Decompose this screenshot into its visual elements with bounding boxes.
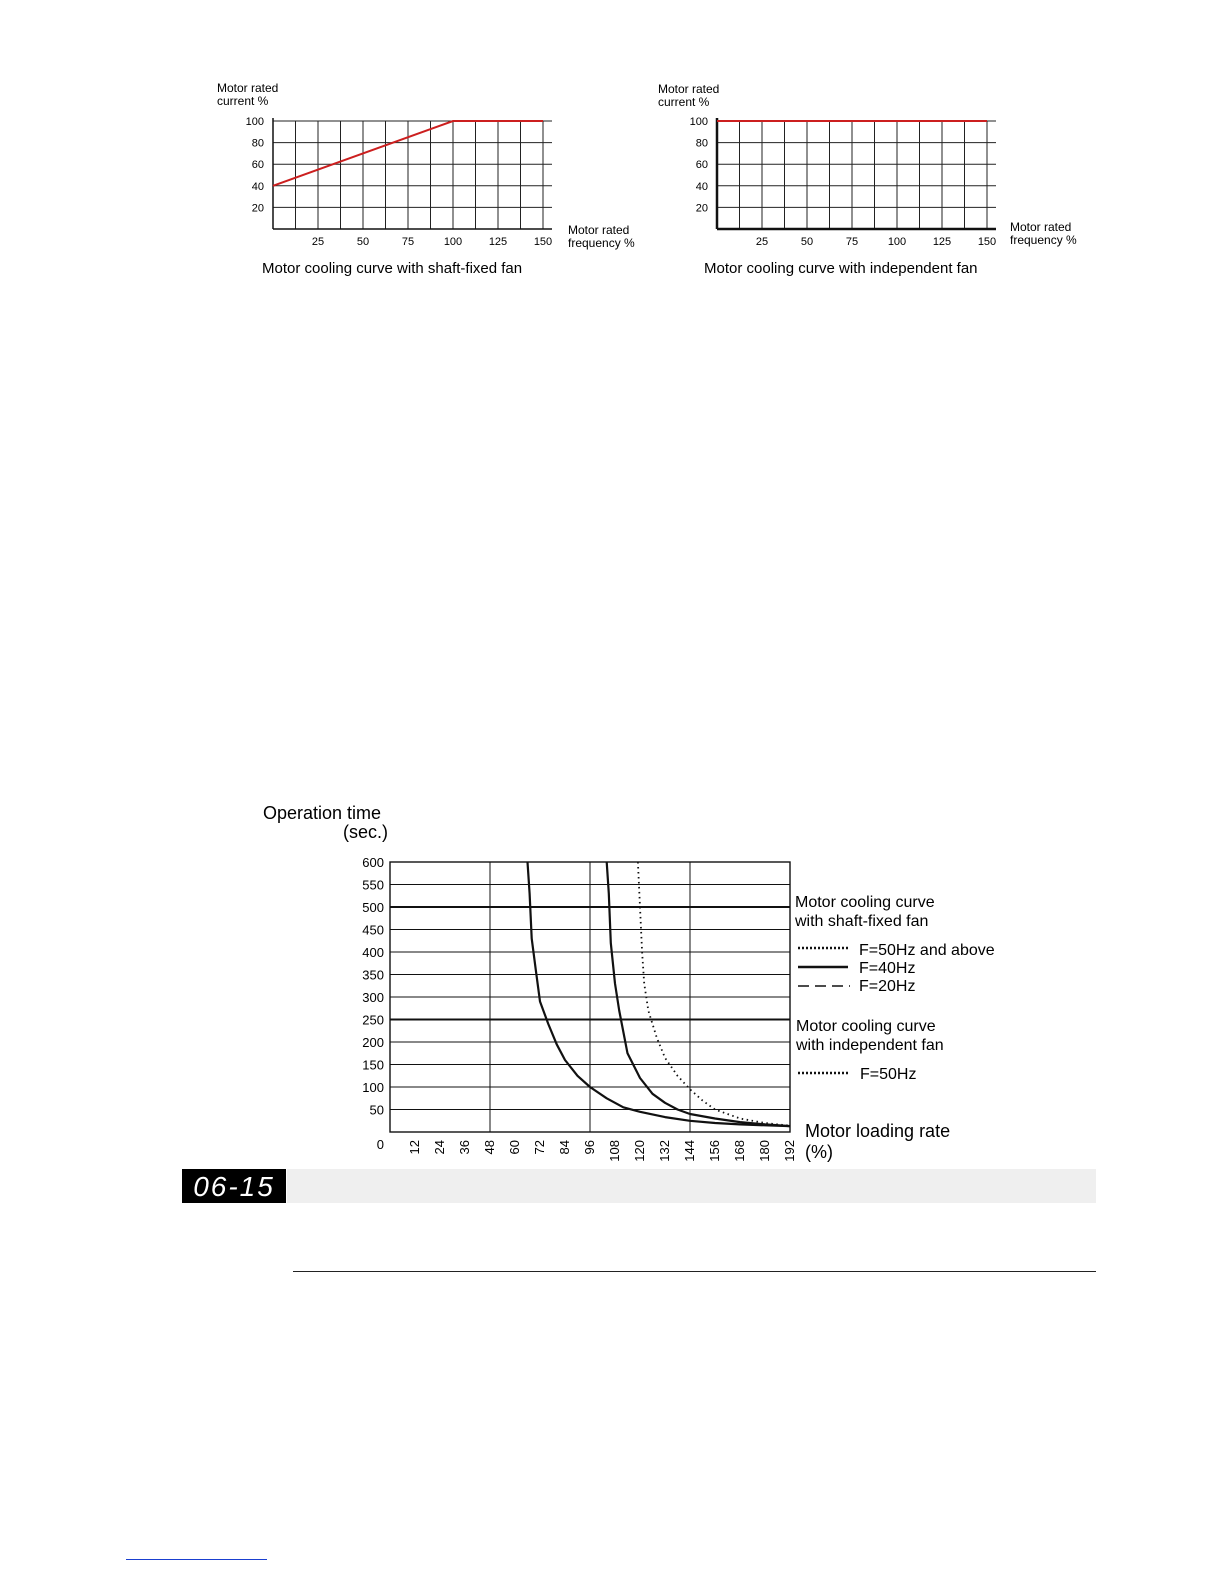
x-tick-label: 100 (887, 236, 907, 248)
x-tick-label: 48 (482, 1140, 497, 1155)
legend-group2-title-line1: Motor cooling curve (796, 1018, 936, 1035)
chart3-xlabel-line2: (%) (805, 1142, 833, 1162)
chart-independent-fan (640, 75, 1100, 290)
chart1-ylabel-line2: current % (217, 94, 269, 108)
y-tick-label: 20 (251, 202, 264, 215)
x-tick-label: 120 (632, 1140, 647, 1162)
y-tick-label: 100 (689, 116, 708, 128)
x-tick-label: 132 (657, 1140, 672, 1162)
parameter-code: 06-15 (193, 1171, 275, 1202)
series-curve-solid (528, 862, 791, 1126)
legend-group2-title-line2: with independent fan (796, 1037, 944, 1054)
chart1-ylabel-line1: Motor rated (217, 81, 279, 95)
y-tick-label: 150 (362, 1057, 384, 1073)
y-tick-label: 200 (362, 1035, 384, 1050)
x-tick-label: 125 (932, 236, 952, 248)
y-tick-label: 300 (362, 990, 384, 1005)
chart-shaft-fixed-fan (200, 75, 660, 290)
x-tick-label: 50 (356, 236, 370, 248)
legend-group1-title-line1: Motor cooling curve (795, 894, 935, 911)
x-tick-label: 84 (557, 1140, 572, 1155)
x-tick-label: 12 (407, 1140, 422, 1155)
y-tick-label: 60 (695, 159, 708, 172)
y-tick-label: 60 (251, 159, 264, 172)
x-tick-label: 24 (432, 1140, 447, 1155)
x-tick-label: 192 (782, 1140, 797, 1162)
x-tick-label: 60 (507, 1140, 522, 1155)
y-tick-label: 500 (362, 900, 384, 915)
x-tick-label: 168 (732, 1140, 747, 1162)
x-tick-label: 150 (533, 236, 553, 248)
y-tick-label: 550 (362, 877, 384, 893)
section-divider (293, 1271, 1096, 1272)
y-tick-label: 50 (369, 1102, 384, 1118)
y-tick-label: 20 (695, 202, 708, 215)
chart2-xlabel-line2: frequency % (1010, 233, 1077, 247)
x-tick-label: 75 (401, 236, 415, 248)
x-tick-label: 144 (682, 1140, 697, 1162)
chart2-xlabel-line1: Motor rated (1010, 220, 1072, 234)
legend-group1-title-line2: with shaft-fixed fan (795, 913, 929, 930)
chart1-xlabel-line2: frequency % (568, 236, 635, 250)
x-tick-label: 96 (582, 1140, 597, 1155)
legend-item-40hz: F=40Hz (859, 960, 916, 977)
legend-item-independent-50hz: F=50Hz (860, 1066, 917, 1083)
parameter-title-area (287, 1169, 1096, 1203)
x-tick-label: 150 (977, 236, 997, 248)
series-curve-dotted (638, 862, 790, 1126)
x-tick-label: 36 (457, 1140, 472, 1155)
x-tick-label: 25 (311, 236, 325, 248)
legend-item-50hz-above: F=50Hz and above (859, 942, 995, 959)
parameter-code-display (182, 1169, 286, 1203)
y-tick-label: 100 (362, 1080, 384, 1095)
y-tick-label: 80 (695, 137, 708, 150)
x-tick-label: 180 (757, 1140, 772, 1162)
x-tick-label: 72 (532, 1140, 547, 1155)
chart-operation-time (250, 798, 1050, 1170)
x-tick-label: 125 (488, 236, 508, 248)
chart2-ylabel-line1: Motor rated (658, 82, 720, 96)
x-tick-label: 25 (755, 236, 769, 248)
y-tick-label: 80 (251, 137, 264, 150)
seven-segment-code (182, 1169, 286, 1203)
footer-link-underline (126, 1559, 267, 1560)
chart2-title: Motor cooling curve with independent fan (704, 260, 978, 277)
y-tick-label: 40 (251, 180, 264, 193)
y-tick-label: 0 (376, 1137, 384, 1152)
chart1-xlabel-line1: Motor rated (568, 223, 630, 237)
y-tick-label: 600 (362, 855, 384, 870)
chart3-xlabel-line1: Motor loading rate (805, 1121, 951, 1141)
chart3-ylabel-line1: Operation time (263, 803, 382, 823)
y-tick-label: 100 (245, 116, 264, 128)
y-tick-label: 400 (362, 945, 384, 960)
legend-item-20hz: F=20Hz (859, 978, 916, 995)
y-tick-label: 350 (362, 967, 384, 983)
series-curve-solid (607, 862, 790, 1126)
y-tick-label: 40 (695, 180, 708, 193)
x-tick-label: 108 (607, 1140, 622, 1162)
chart3-ylabel-line2: (sec.) (343, 822, 388, 842)
y-tick-label: 250 (362, 1012, 384, 1028)
x-tick-label: 100 (443, 236, 463, 248)
parameter-header (182, 1169, 1096, 1203)
x-tick-label: 156 (707, 1140, 722, 1162)
chart2-ylabel-line2: current % (658, 95, 710, 109)
chart1-title: Motor cooling curve with shaft-fixed fan (262, 260, 523, 277)
x-tick-label: 50 (800, 236, 814, 248)
x-tick-label: 75 (845, 236, 859, 248)
y-tick-label: 450 (362, 922, 384, 938)
